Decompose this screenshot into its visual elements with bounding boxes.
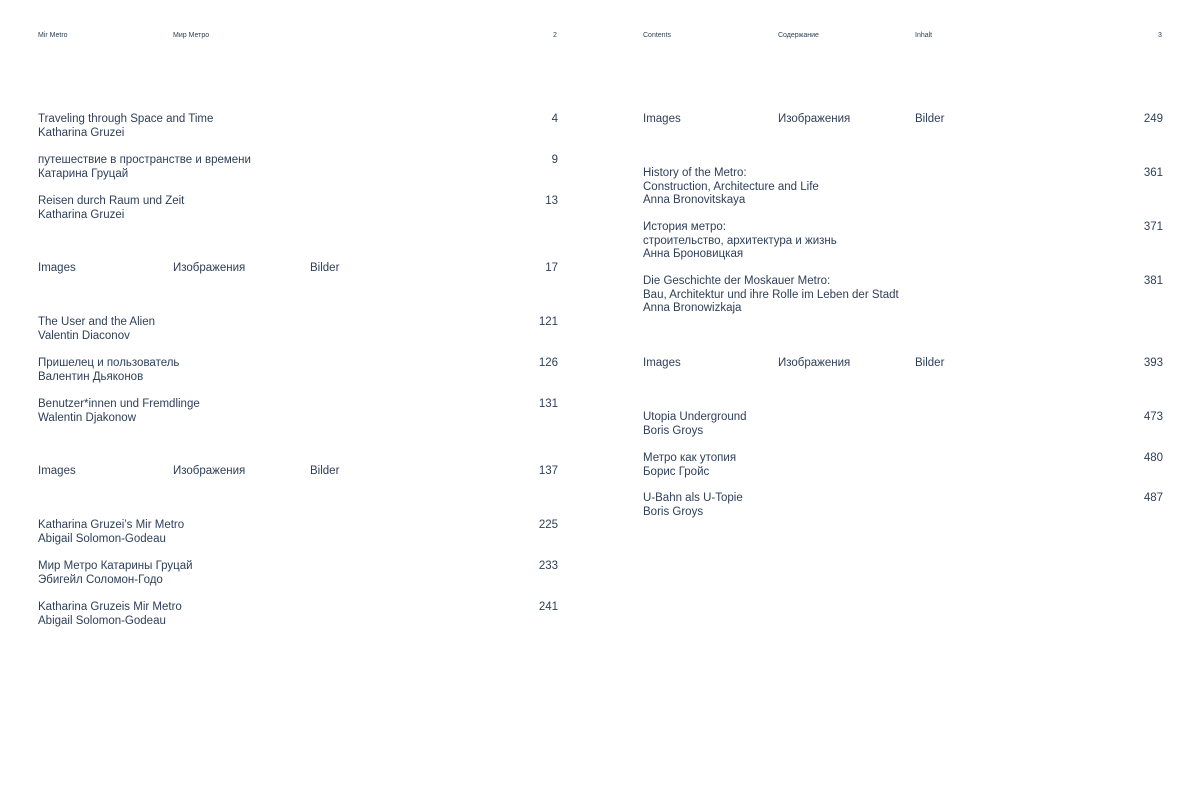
entry-text: [38, 113, 213, 140]
entry-title: Метро как утопия: [643, 452, 737, 464]
entry-author: Abigail Solomon-Godeau: [38, 532, 166, 545]
entry-text: [38, 560, 193, 587]
entry-title: Katharina Gruzeis Mir Metro: [38, 601, 182, 613]
entry-page-number: 480: [1143, 452, 1163, 464]
entry-page-number: 121: [538, 316, 558, 328]
entry-author: Борис Гройс: [643, 465, 710, 478]
entry-page-number: 13: [545, 195, 558, 207]
entry-page-number: 371: [1143, 221, 1163, 233]
entry-author: Валентин Дьяконов: [38, 370, 144, 383]
entry-page-number: 17: [545, 262, 558, 274]
entry-title: Benutzer*innen und Fremdlinge: [38, 398, 200, 410]
entry-page-number: 9: [551, 154, 558, 166]
entry-title: The User and the Alien: [38, 316, 155, 328]
images-label-en: Images: [643, 113, 681, 125]
entry-author: Анна Броновицкая: [643, 248, 744, 260]
entry-title: Utopia Underground: [643, 411, 747, 423]
entry-text: [38, 601, 182, 628]
entry-subtitle: строительство, архитектура и жизнь: [643, 234, 837, 247]
images-label-ru: Изображения: [173, 262, 246, 274]
entry-title: Die Geschichte der Moskauer Metro:: [643, 275, 831, 287]
entry-page-number: 249: [1143, 113, 1163, 125]
entry-author: Katharina Gruzei: [38, 126, 125, 139]
entry-text: [38, 519, 184, 546]
entry-author: Anna Bronovitskaya: [643, 194, 746, 206]
contents-title-en: Contents: [643, 32, 672, 39]
page-number: 2: [553, 32, 557, 39]
entry-title: Katharina Gruzei’s Mir Metro: [38, 519, 185, 531]
entry-title: История метро:: [643, 221, 726, 233]
entry-page-number: 361: [1143, 167, 1163, 179]
entry-author: Walentin Djakonow: [38, 411, 137, 424]
entry-page-number: 233: [538, 560, 558, 572]
entry-author: Катарина Груцай: [38, 167, 129, 180]
entry-text: [643, 275, 899, 316]
entry-text: [643, 411, 747, 438]
images-label-de: Bilder: [915, 357, 945, 369]
right-page: [600, 0, 1200, 800]
running-title-ru: Мир Метро: [173, 32, 210, 39]
entry-author: Boris Groys: [643, 505, 704, 518]
entry-text: [38, 316, 155, 343]
entry-text: [643, 221, 837, 262]
entry-author: Katharina Gruzei: [38, 208, 125, 221]
entry-text: [38, 154, 251, 181]
entry-text: [38, 357, 179, 384]
entry-page-number: 241: [538, 601, 558, 613]
images-label-de: Bilder: [310, 465, 340, 477]
contents-title-ru: Содержание: [778, 32, 819, 39]
entry-page-number: 473: [1143, 411, 1163, 423]
entry-page-number: 381: [1143, 275, 1163, 287]
entry-author: Valentin Diaconov: [38, 329, 130, 342]
images-label-de: Bilder: [915, 113, 945, 125]
entry-text: [643, 452, 736, 479]
images-label-de: Bilder: [310, 262, 340, 274]
entry-title: Reisen durch Raum und Zeit: [38, 195, 185, 207]
running-title-en: Mir Metro: [38, 32, 68, 39]
entry-subtitle: Bau, Architektur und ihre Rolle im Leben der Stadt: [643, 288, 899, 301]
entry-title: Пришелец и пользователь: [38, 357, 180, 369]
images-label-en: Images: [38, 465, 76, 477]
page-number: 3: [1158, 32, 1162, 39]
images-label-ru: Изображения: [778, 113, 851, 125]
entry-title: U-Bahn als U-Topie: [643, 492, 743, 504]
entry-title: Traveling through Space and Time: [38, 113, 214, 125]
entry-text: [38, 398, 200, 425]
entry-page-number: 137: [538, 465, 558, 477]
images-label-en: Images: [643, 357, 681, 369]
images-label-ru: Изображения: [173, 465, 246, 477]
entry-page-number: 131: [538, 398, 558, 410]
entry-page-number: 225: [538, 519, 558, 531]
entry-author: Abigail Solomon-Godeau: [38, 614, 166, 627]
entry-page-number: 126: [538, 357, 558, 369]
entry-author: Boris Groys: [643, 424, 704, 437]
entry-page-number: 393: [1143, 357, 1163, 369]
entry-title: Мир Метро Катарины Груцай: [38, 560, 193, 572]
images-label-ru: Изображения: [778, 357, 851, 369]
entry-text: [643, 492, 743, 519]
entry-author: Anna Bronowizkaja: [643, 302, 742, 314]
entry-page-number: 4: [551, 113, 558, 125]
entry-title: History of the Metro:: [643, 167, 747, 179]
entry-title: путешествие в пространстве и времени: [38, 154, 251, 166]
entry-subtitle: Construction, Architecture and Life: [643, 180, 819, 193]
entry-text: [38, 195, 184, 222]
contents-title-de: Inhalt: [915, 32, 933, 39]
entry-text: [643, 167, 819, 208]
entry-author: Эбигейл Соломон-Годо: [38, 573, 163, 586]
images-label-en: Images: [38, 262, 76, 274]
entry-page-number: 487: [1143, 492, 1163, 504]
